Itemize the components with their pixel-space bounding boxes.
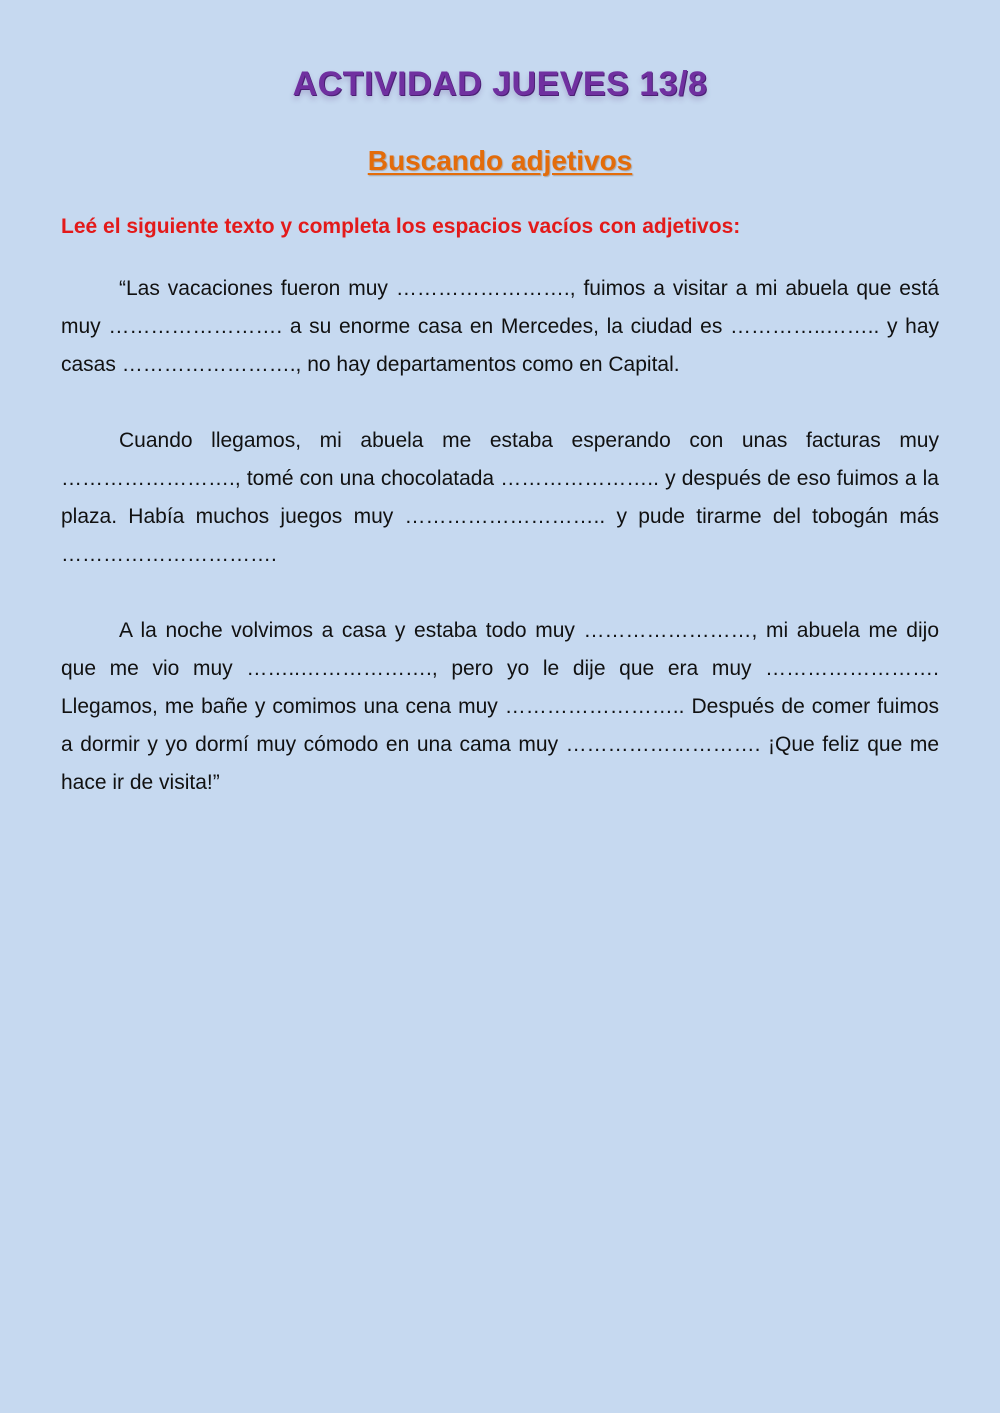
story-paragraph-2: Cuando llegamos, mi abuela me estaba esperando con unas facturas muy ……………………., tomé con una chocolatada ………………….. y después de eso fuimos a la plaza. Había muchos juegos muy ……………………….. y pude tirarme del tobogán más …………………………. — [61, 429, 939, 566]
instruction-text: Leé el siguiente texto y completa los espacios vacíos con adjetivos: — [61, 215, 741, 238]
page-subtitle: Buscando adjetivos — [367, 145, 633, 176]
story-paragraph-1: “Las vacaciones fueron muy ……………………., fuimos a visitar a mi abuela que está muy ……………………. a su enorme casa en Mercedes, la ciudad es …………..…….. y hay casas ……………………., no hay departamentos como en Capital. — [61, 277, 939, 376]
page-title: ACTIVIDAD JUEVES 13/8 — [292, 65, 708, 103]
story-paragraph-3: A la noche volvimos a casa y estaba todo muy ……………………, mi abuela me dijo que me vio muy ……..………………., pero yo le dije que era muy ……………………. Llegamos, me bañe y comimos una cena muy …………………….. Después de comer fuimos a dormir y yo dormí muy cómodo en una cama muy ………………………. ¡Que feliz que me hace ir de visita!” — [61, 619, 939, 794]
story-text — [61, 270, 939, 840]
